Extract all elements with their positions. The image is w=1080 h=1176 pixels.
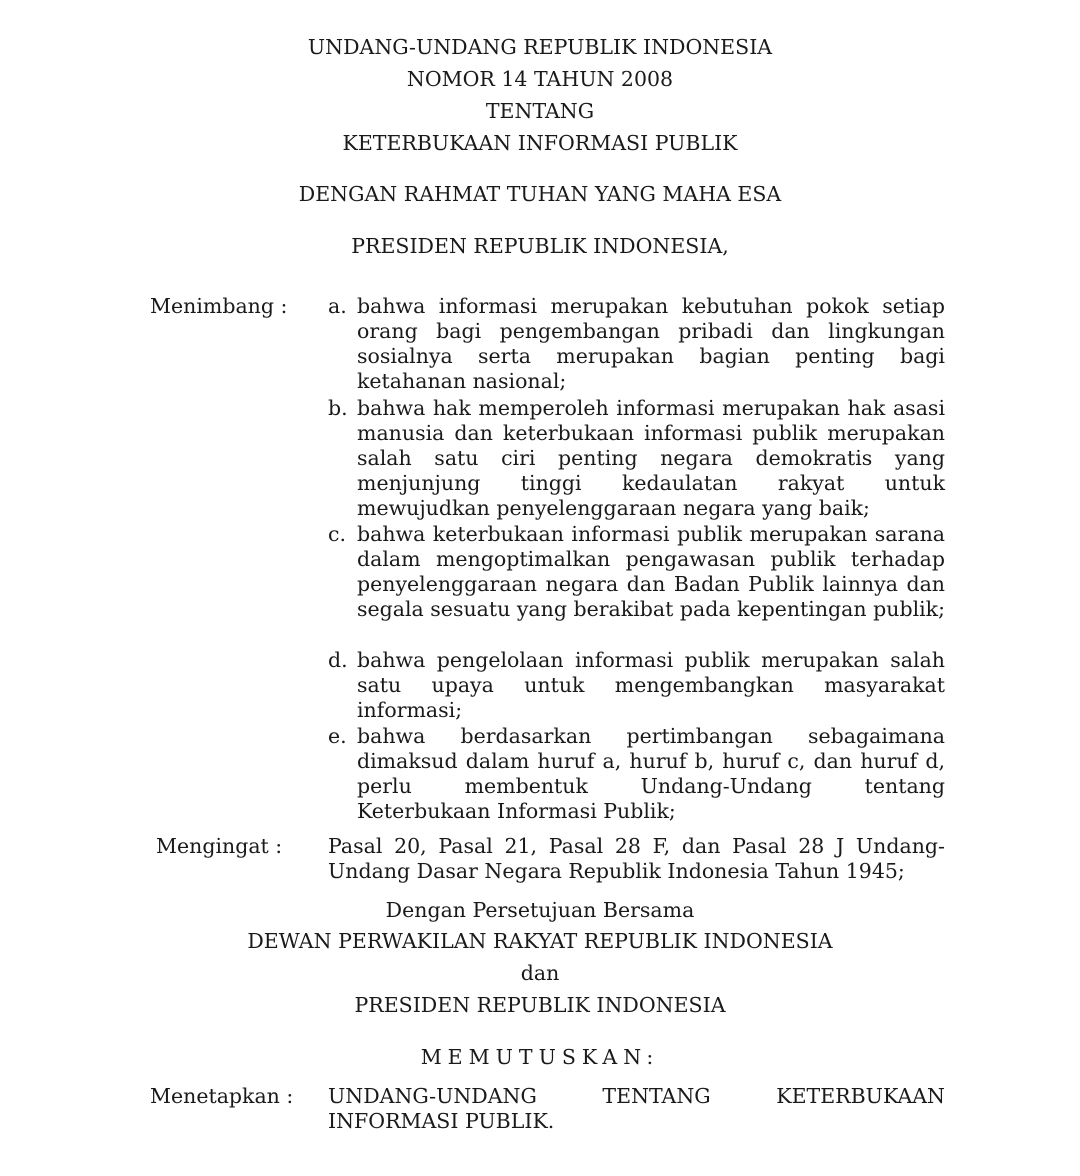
menimbang-label: Menimbang : (150, 294, 288, 318)
approval-heading: Dengan Persetujuan Bersama (385, 898, 695, 922)
law-about-label: TENTANG (485, 99, 595, 123)
law-number: NOMOR 14 TAHUN 2008 (406, 67, 674, 91)
item-text: bahwa pengelolaan informasi publik merupakan salah satu upaya untuk mengembangkan masyarakat informasi; (357, 648, 945, 722)
item-letter: c. (328, 522, 346, 546)
item-letter: d. (328, 648, 348, 672)
mengingat-label: Mengingat : (156, 834, 283, 858)
item-letter: b. (328, 396, 348, 420)
decision-heading: MEMUTUSKAN: (420, 1045, 660, 1069)
approval-and: dan (520, 961, 560, 985)
approval-president: PRESIDEN REPUBLIK INDONESIA (354, 993, 726, 1017)
menimbang-item-d (328, 648, 945, 723)
item-text: bahwa berdasarkan pertimbangan sebagaimana dimaksud dalam huruf a, huruf b, huruf c, dan huruf d, perlu membentuk Undang-Undang tentang Keterbukaan Informasi Publik; (357, 724, 945, 823)
menimbang-item-c (328, 522, 945, 622)
invocation: DENGAN RAHMAT TUHAN YANG MAHA ESA (298, 182, 782, 206)
item-text: bahwa hak memperoleh informasi merupakan hak asasi manusia dan keterbukaan informasi publik merupakan salah satu ciri penting negara demokratis yang menjunjung tinggi kedaulatan rakyat untuk mewujudkan penyelenggaraan negara yang baik; (357, 396, 945, 520)
item-text: bahwa keterbukaan informasi publik merupakan sarana dalam mengoptimalkan pengawasan publik terhadap penyelenggaraan negara dan Badan Publik lainnya dan segala sesuatu yang berakibat pada kepentingan publik; (357, 522, 946, 621)
president-heading: PRESIDEN REPUBLIK INDONESIA, (351, 234, 729, 258)
law-subject: KETERBUKAAN INFORMASI PUBLIK (342, 131, 738, 155)
menimbang-item-e (328, 724, 945, 824)
menetapkan-text: UNDANG-UNDANG TENTANG KETERBUKAAN INFORMASI PUBLIK. (328, 1084, 945, 1133)
approval-dpr: DEWAN PERWAKILAN RAKYAT REPUBLIK INDONESIA (247, 929, 833, 953)
mengingat-text: Pasal 20, Pasal 21, Pasal 28 F, dan Pasal 28 J Undang-Undang Dasar Negara Republik Indonesia Tahun 1945; (328, 834, 945, 883)
item-letter: a. (328, 294, 347, 318)
item-text: bahwa informasi merupakan kebutuhan pokok setiap orang bagi pengembangan pribadi dan lingkungan sosialnya serta merupakan bagian penting bagi ketahanan nasional; (357, 294, 945, 393)
menimbang-item-b (328, 396, 945, 521)
menimbang-item-a (328, 294, 945, 394)
item-letter: e. (328, 724, 347, 748)
law-title: UNDANG-UNDANG REPUBLIK INDONESIA (307, 35, 773, 59)
menetapkan-label: Menetapkan : (150, 1084, 294, 1108)
